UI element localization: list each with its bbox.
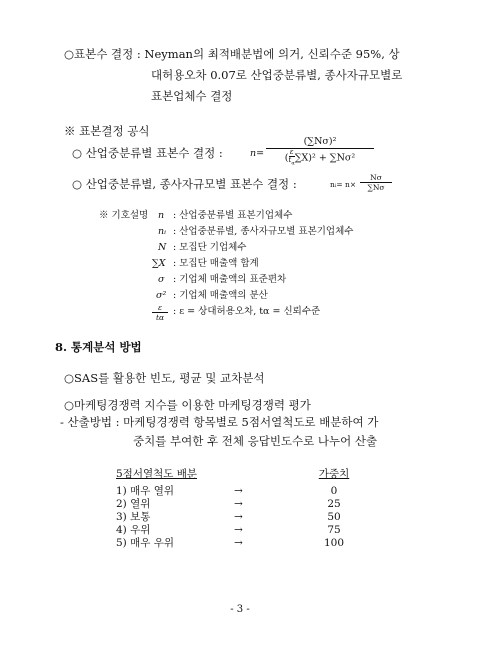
formula-1-fraction bbox=[266, 136, 374, 167]
formula-heading: ※ 표본결정 공식 bbox=[64, 124, 150, 138]
scale-table-header bbox=[116, 468, 364, 481]
arrow-icon: → bbox=[234, 511, 243, 523]
formula-2-fraction bbox=[360, 173, 392, 192]
legend-row-4-desc: : 모집단 매출액 합계 bbox=[173, 258, 259, 269]
formula-2-numerator: Nσ bbox=[360, 173, 392, 183]
arrow-icon: → bbox=[234, 485, 243, 497]
formula-1-lhs: n= bbox=[250, 148, 265, 159]
page-number: - 3 - bbox=[230, 604, 250, 615]
legend-row-7-desc: : ε = 상대허용오차, tα = 신뢰수준 bbox=[173, 306, 321, 317]
table-row: 4) 우위 → 75 bbox=[116, 524, 341, 536]
arrow-icon: → bbox=[234, 537, 243, 549]
legend-row-6-desc: : 기업체 매출액의 분산 bbox=[173, 290, 268, 301]
sample-size-line-1: ○표본수 결정 : Neyman의 최적배분법에 의거, 신뢰수준 95%, 상 bbox=[64, 47, 400, 61]
legend-row-7-sym: $\frac{\varepsilon}{t\alpha}$ bbox=[152, 303, 168, 322]
legend-row-2-sym: nᵢ bbox=[158, 226, 167, 237]
legend-row-1-sym: n bbox=[158, 210, 165, 221]
legend-row-6-sym: σ² bbox=[156, 290, 167, 301]
table-row: 2) 열위 → 25 bbox=[116, 498, 341, 510]
arrow-icon: → bbox=[234, 498, 243, 510]
legend-row-3-desc: : 모집단 기업체수 bbox=[173, 242, 247, 253]
table-row: 5) 매우 우위 → 100 bbox=[116, 537, 345, 549]
formula-1-label: ○ 산업중분류별 표본수 결정 : bbox=[72, 146, 223, 160]
formula-2-lhs: nᵢ= n× bbox=[330, 180, 357, 189]
legend-row-3-sym: N bbox=[158, 242, 167, 253]
legend-row-1-desc: : 산업중분류별 표본기업체수 bbox=[173, 210, 293, 221]
formula-2-label: ○ 산업중분류별, 종사자규모별 표본수 결정 : bbox=[72, 177, 297, 191]
table-row: 3) 보통 → 50 bbox=[116, 511, 341, 523]
marketing-line-3: 중치를 부여한 후 전체 응답빈도수로 나누어 산출 bbox=[133, 434, 378, 448]
sas-analysis-line: ○SAS를 활용한 빈도, 평균 및 교차분석 bbox=[64, 371, 265, 385]
legend-title: ※ 기호설명 bbox=[99, 210, 149, 221]
sample-size-line-2: 대허용오차 0.07로 산업중분류별, 종사자규모별로 bbox=[151, 68, 403, 82]
scale-table bbox=[116, 468, 364, 550]
section-8-heading: 8. 통계분석 방법 bbox=[55, 340, 142, 354]
table-row: 1) 매우 열위 → 0 bbox=[116, 485, 338, 497]
legend-row-4-sym: ∑X bbox=[152, 258, 166, 269]
legend-row-2-desc: : 산업중분류별, 종사자규모별 표본기업체수 bbox=[173, 226, 354, 237]
arrow-icon: → bbox=[234, 524, 243, 536]
legend-row-5-sym: σ bbox=[158, 274, 165, 285]
scale-header-left: 5점서열척도 배분 bbox=[116, 468, 198, 480]
marketing-line-1: ○마케팅경쟁력 지수를 이용한 마케팅경쟁력 평가 bbox=[64, 398, 311, 412]
sample-size-line-3: 표본업체수 결정 bbox=[151, 89, 233, 103]
formula-2-denominator: ∑Nσ bbox=[367, 183, 385, 192]
formula-1-denominator: ( ε $t_\alpha\sum X)^2 + \sum N\sigma^2$ bbox=[284, 148, 356, 167]
marketing-line-2: - 산출방법 : 마케팅경쟁력 항목별로 5점서열척도로 배분하여 가 bbox=[60, 415, 379, 429]
formula-1-numerator: (∑Nσ)² bbox=[266, 136, 374, 149]
scale-header-right: 가중치 bbox=[318, 468, 350, 480]
legend-row-5-desc: : 기업체 매출액의 표준편차 bbox=[173, 274, 287, 285]
